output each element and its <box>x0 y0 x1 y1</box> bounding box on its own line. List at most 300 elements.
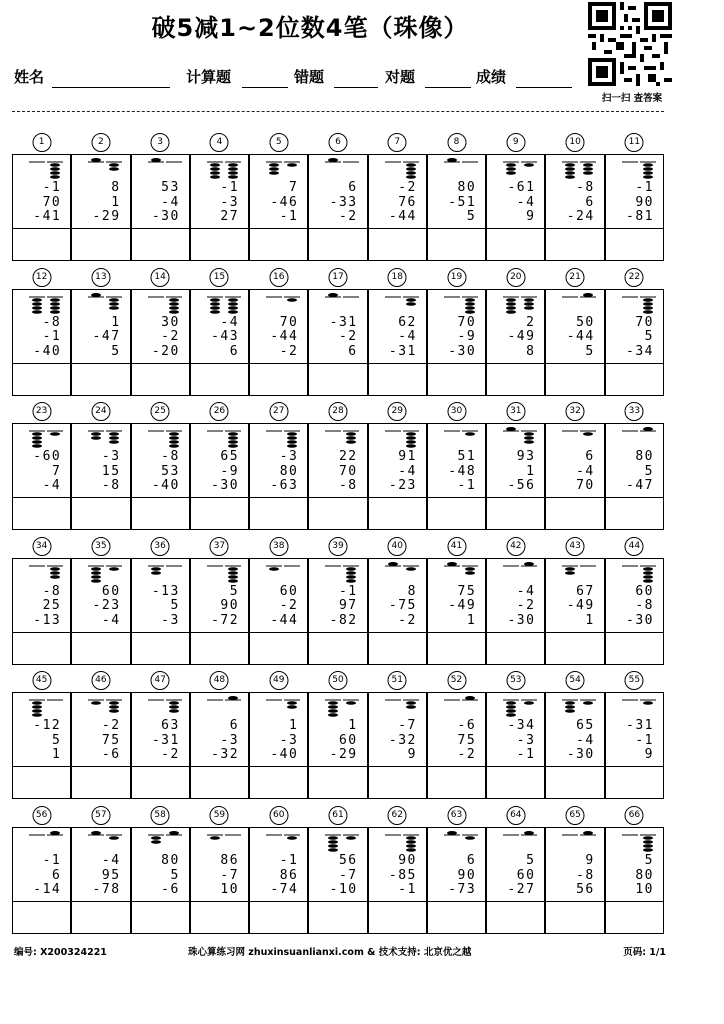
answer-box[interactable] <box>249 497 308 530</box>
problem-terms <box>330 585 358 629</box>
problem-box <box>427 692 486 766</box>
problem-box <box>545 154 604 228</box>
answer-box[interactable] <box>427 766 486 799</box>
problem-cell <box>427 398 486 530</box>
problem-term: 25 <box>42 598 62 614</box>
problem-terms <box>33 585 61 629</box>
problem-term: 5 <box>644 329 654 345</box>
answer-box[interactable] <box>545 632 604 665</box>
answer-box[interactable] <box>190 363 249 396</box>
abacus-lower-bead <box>328 844 338 848</box>
abacus-image <box>84 157 128 181</box>
problem-terms <box>576 450 595 494</box>
problem-terms <box>33 450 61 494</box>
problem-cell <box>190 802 249 934</box>
abacus-upper-bead <box>524 562 534 566</box>
abacus-lower-bead <box>269 171 279 175</box>
problem-box <box>131 692 190 766</box>
problem-number: 42 <box>506 537 525 556</box>
problem-term: 5 <box>229 583 240 599</box>
abacus-lower-bead <box>406 302 416 306</box>
problem-cell <box>12 802 71 934</box>
answer-box[interactable] <box>12 497 71 530</box>
problem-term: 6 <box>229 718 240 734</box>
abacus-lower-bead <box>50 432 60 436</box>
wrong-label: 错题 <box>294 68 325 86</box>
problem-cell <box>190 533 249 665</box>
answer-box[interactable] <box>368 901 427 934</box>
problem-term: 1 <box>289 718 299 734</box>
footer-site: 珠心算练习网 zhuxinsuanlianxi.com & 技术支持: 北京优之越 <box>188 947 472 958</box>
abacus-lower-bead <box>346 436 356 440</box>
abacus-image <box>144 695 188 719</box>
problem-term: -2 <box>516 598 536 614</box>
abacus-image <box>381 157 425 181</box>
problem-term: -8 <box>42 314 62 330</box>
problem-term: 5 <box>111 343 121 359</box>
answer-box[interactable] <box>308 901 367 934</box>
problem-term: -7 <box>220 867 240 883</box>
abacus-lower-bead <box>91 432 101 436</box>
problem-term: -73 <box>448 882 477 897</box>
problem-terms <box>33 181 61 225</box>
abacus-lower-bead <box>506 167 516 171</box>
abacus-lower-bead <box>328 710 338 714</box>
problem-term: 70 <box>42 194 62 210</box>
problem-term: 1 <box>348 718 358 734</box>
problem-terms <box>33 854 61 898</box>
abacus-lower-bead <box>32 710 42 714</box>
abacus-lower-bead <box>169 436 179 440</box>
abacus-lower-bead <box>50 302 60 306</box>
problem-terms <box>102 719 121 763</box>
answer-box[interactable] <box>71 632 130 665</box>
problem-term: 5 <box>170 867 180 883</box>
problem-terms <box>389 181 417 225</box>
problem-terms <box>270 719 298 763</box>
problem-term: -2 <box>161 329 180 345</box>
abacus-lower-bead <box>406 444 416 448</box>
problem-box <box>12 289 71 363</box>
abacus-lower-bead <box>583 163 593 167</box>
abacus-lower-bead <box>328 836 338 840</box>
abacus-lower-bead <box>506 302 516 306</box>
problem-number: 63 <box>447 806 466 825</box>
answer-box[interactable] <box>308 766 367 799</box>
answer-box[interactable] <box>131 497 190 530</box>
answer-box[interactable] <box>427 363 486 396</box>
problem-row <box>12 398 664 530</box>
answer-box[interactable] <box>545 228 604 261</box>
answer-box[interactable] <box>190 228 249 261</box>
problem-term: -49 <box>566 598 595 614</box>
problem-term: -2 <box>279 598 299 614</box>
answer-box[interactable] <box>249 901 308 934</box>
problem-terms <box>389 585 417 629</box>
problem-box <box>486 692 545 766</box>
student-info-row <box>14 66 579 92</box>
answer-box[interactable] <box>545 497 604 530</box>
problem-row <box>12 264 664 396</box>
problem-cell <box>190 129 249 261</box>
answer-box[interactable] <box>545 363 604 396</box>
answer-box[interactable] <box>427 497 486 530</box>
problem-number: 45 <box>32 671 51 690</box>
problem-term: 22 <box>338 449 358 465</box>
problem-cell <box>427 264 486 396</box>
answer-box[interactable] <box>308 363 367 396</box>
problem-number: 54 <box>566 671 585 690</box>
abacus-lower-bead <box>228 306 238 310</box>
problem-terms <box>507 585 535 629</box>
abacus-lower-bead <box>643 567 653 571</box>
answer-box[interactable] <box>427 632 486 665</box>
answer-box[interactable] <box>486 766 545 799</box>
abacus-lower-bead <box>32 310 42 314</box>
problem-term: 6 <box>585 194 595 210</box>
problem-term: 60 <box>635 583 654 599</box>
problem-terms <box>93 181 121 225</box>
problem-cell <box>545 667 604 799</box>
problem-term: -1 <box>42 329 62 345</box>
problem-cell <box>71 129 130 261</box>
problem-term: -8 <box>635 598 654 614</box>
qr-code <box>588 2 672 86</box>
problem-term: 86 <box>220 853 240 868</box>
abacus-lower-bead <box>643 575 653 579</box>
abacus-lower-bead <box>109 163 119 167</box>
problem-box <box>190 558 249 632</box>
abacus-lower-bead <box>506 171 516 175</box>
answer-box[interactable] <box>545 766 604 799</box>
right-field[interactable] <box>425 87 471 88</box>
abacus-image <box>203 695 247 719</box>
problem-term: 90 <box>635 194 654 210</box>
answer-box[interactable] <box>308 228 367 261</box>
problem-term: -31 <box>329 314 358 330</box>
abacus-lower-bead <box>109 702 119 706</box>
abacus-lower-bead <box>583 702 593 706</box>
problem-cell <box>249 398 308 530</box>
abacus-lower-bead <box>228 440 238 444</box>
answer-box[interactable] <box>12 901 71 934</box>
problem-number: 15 <box>210 268 229 287</box>
answer-box[interactable] <box>190 766 249 799</box>
problem-term: 93 <box>516 449 536 465</box>
problem-term: -51 <box>448 194 477 210</box>
problem-number: 25 <box>151 402 170 421</box>
problem-term: -4 <box>576 732 595 748</box>
name-field[interactable] <box>52 87 170 88</box>
abacus-lower-bead <box>269 567 279 571</box>
abacus-image <box>262 157 306 181</box>
abacus-lower-bead <box>406 567 416 571</box>
problem-row <box>12 667 664 799</box>
answer-box[interactable] <box>308 497 367 530</box>
problem-term: -23 <box>388 478 417 494</box>
abacus-upper-bead <box>447 158 457 162</box>
abacus-upper-bead <box>328 293 338 297</box>
answer-box[interactable] <box>190 497 249 530</box>
abacus-lower-bead <box>506 163 516 167</box>
abacus-image <box>84 695 128 719</box>
problem-box <box>368 558 427 632</box>
count-label: 计算题 <box>186 68 232 86</box>
problem-term: -29 <box>329 747 358 763</box>
abacus-image <box>440 426 484 450</box>
abacus-lower-bead <box>109 706 119 710</box>
problem-cell <box>71 667 130 799</box>
abacus-lower-bead <box>643 840 653 844</box>
abacus-image <box>381 292 425 316</box>
answer-box[interactable] <box>131 766 190 799</box>
abacus-lower-bead <box>465 567 475 571</box>
abacus-lower-bead <box>91 567 101 571</box>
problem-cell <box>12 398 71 530</box>
answer-box[interactable] <box>71 497 130 530</box>
abacus-image <box>321 830 365 854</box>
answer-box[interactable] <box>71 363 130 396</box>
problem-term: 75 <box>457 583 477 599</box>
problem-box <box>605 827 664 901</box>
answer-box[interactable] <box>190 901 249 934</box>
problem-term: -3 <box>161 612 180 628</box>
problem-term: -12 <box>33 718 62 734</box>
problem-terms <box>152 450 180 494</box>
problem-number: 21 <box>566 268 585 287</box>
answer-box[interactable] <box>368 766 427 799</box>
answer-box[interactable] <box>12 766 71 799</box>
answer-box[interactable] <box>249 228 308 261</box>
problem-term: -63 <box>270 478 299 494</box>
answer-box[interactable] <box>605 363 664 396</box>
count-field[interactable] <box>242 87 288 88</box>
problem-terms <box>211 450 239 494</box>
answer-box[interactable] <box>368 497 427 530</box>
problem-number: 44 <box>625 537 644 556</box>
answer-box[interactable] <box>486 632 545 665</box>
problem-number: 31 <box>506 402 525 421</box>
abacus-lower-bead <box>109 710 119 714</box>
abacus-lower-bead <box>109 836 119 840</box>
problem-box <box>486 558 545 632</box>
problem-terms <box>339 450 358 494</box>
abacus-lower-bead <box>228 571 238 575</box>
abacus-upper-bead <box>524 831 534 835</box>
answer-box[interactable] <box>486 901 545 934</box>
problem-box <box>545 827 604 901</box>
answer-box[interactable] <box>249 766 308 799</box>
answer-box[interactable] <box>190 632 249 665</box>
problem-term: 5 <box>644 853 654 868</box>
problem-box <box>545 289 604 363</box>
answer-box[interactable] <box>12 228 71 261</box>
problem-number: 22 <box>625 268 644 287</box>
answer-box[interactable] <box>605 901 664 934</box>
problem-cell <box>131 264 190 396</box>
problem-number: 18 <box>388 268 407 287</box>
answer-box[interactable] <box>486 497 545 530</box>
answer-box[interactable] <box>71 766 130 799</box>
answer-box[interactable] <box>12 632 71 665</box>
problem-cell <box>131 533 190 665</box>
problem-cell <box>131 802 190 934</box>
problem-box <box>486 154 545 228</box>
abacus-upper-bead <box>447 562 457 566</box>
answer-box[interactable] <box>486 228 545 261</box>
abacus-lower-bead <box>32 440 42 444</box>
problem-term: -3 <box>516 732 536 748</box>
problem-number: 16 <box>269 268 288 287</box>
problem-term: -61 <box>507 180 536 195</box>
abacus-lower-bead <box>32 436 42 440</box>
answer-box[interactable] <box>605 228 664 261</box>
abacus-lower-bead <box>91 575 101 579</box>
answer-box[interactable] <box>131 228 190 261</box>
abacus-image <box>499 561 543 585</box>
answer-box[interactable] <box>486 363 545 396</box>
problem-term: -8 <box>576 180 595 195</box>
answer-box[interactable] <box>427 901 486 934</box>
problem-number: 13 <box>91 268 110 287</box>
abacus-lower-bead <box>50 175 60 179</box>
problem-terms <box>448 450 476 494</box>
problem-term: 30 <box>161 314 180 330</box>
abacus-upper-bead <box>643 427 653 431</box>
answer-box[interactable] <box>605 632 664 665</box>
answer-box[interactable] <box>427 228 486 261</box>
abacus-lower-bead <box>228 444 238 448</box>
abacus-lower-bead <box>346 579 356 583</box>
answer-box[interactable] <box>71 228 130 261</box>
problem-term: -2 <box>457 747 477 763</box>
answer-box[interactable] <box>131 363 190 396</box>
abacus-image <box>618 561 662 585</box>
answer-box[interactable] <box>71 901 130 934</box>
problem-number: 17 <box>328 268 347 287</box>
problem-number: 57 <box>91 806 110 825</box>
problem-box <box>12 154 71 228</box>
problem-box <box>249 692 308 766</box>
problem-terms <box>211 719 239 763</box>
wrong-field[interactable] <box>334 87 378 88</box>
abacus-lower-bead <box>406 844 416 848</box>
abacus-lower-bead <box>565 571 575 575</box>
problem-term: 8 <box>111 180 121 195</box>
problem-box <box>368 423 427 497</box>
abacus-lower-bead <box>346 432 356 436</box>
answer-box[interactable] <box>368 228 427 261</box>
answer-box[interactable] <box>605 497 664 530</box>
problem-cell <box>545 129 604 261</box>
answer-box[interactable] <box>545 901 604 934</box>
problem-terms <box>270 854 298 898</box>
abacus-upper-bead <box>447 831 457 835</box>
problem-box <box>427 827 486 901</box>
abacus-image <box>381 561 425 585</box>
answer-box[interactable] <box>249 632 308 665</box>
problem-terms <box>161 854 180 898</box>
abacus-lower-bead <box>524 436 534 440</box>
problem-box <box>190 423 249 497</box>
abacus-image <box>499 830 543 854</box>
abacus-image <box>25 695 69 719</box>
problem-term: -47 <box>92 329 121 345</box>
problem-term: 1 <box>111 194 121 210</box>
abacus-lower-bead <box>328 702 338 706</box>
abacus-lower-bead <box>210 836 220 840</box>
problem-terms <box>330 854 358 898</box>
problem-term: -49 <box>448 598 477 614</box>
answer-box[interactable] <box>368 632 427 665</box>
problem-cell <box>12 264 71 396</box>
problem-term: -6 <box>161 882 180 897</box>
abacus-lower-bead <box>643 844 653 848</box>
problem-number: 48 <box>210 671 229 690</box>
answer-box[interactable] <box>131 901 190 934</box>
abacus-image <box>203 157 247 181</box>
problem-box <box>131 827 190 901</box>
abacus-image <box>144 157 188 181</box>
problem-terms <box>33 316 61 360</box>
problem-cell <box>12 129 71 261</box>
answer-box[interactable] <box>249 363 308 396</box>
problem-cell <box>605 802 664 934</box>
problem-term: 1 <box>111 314 121 330</box>
abacus-lower-bead <box>406 432 416 436</box>
answer-box[interactable] <box>605 766 664 799</box>
abacus-lower-bead <box>287 706 297 710</box>
abacus-lower-bead <box>328 840 338 844</box>
problem-terms <box>507 854 535 898</box>
problem-term: -4 <box>576 463 595 479</box>
abacus-lower-bead <box>524 432 534 436</box>
problem-term: -33 <box>329 194 358 210</box>
answer-box[interactable] <box>12 363 71 396</box>
problem-term: -4 <box>101 612 121 628</box>
abacus-lower-bead <box>583 432 593 436</box>
answer-box[interactable] <box>308 632 367 665</box>
abacus-lower-bead <box>465 302 475 306</box>
problem-terms <box>93 316 121 360</box>
problem-cell <box>486 802 545 934</box>
problem-terms <box>389 719 417 763</box>
problem-cell <box>190 398 249 530</box>
score-field[interactable] <box>516 87 572 88</box>
problem-term: -8 <box>101 478 121 494</box>
problem-term: -2 <box>398 612 417 628</box>
abacus-lower-bead <box>50 306 60 310</box>
problem-row <box>12 129 664 261</box>
problem-term: 65 <box>576 718 595 734</box>
abacus-image <box>618 695 662 719</box>
problem-term: -2 <box>338 209 358 224</box>
problem-terms <box>330 316 358 360</box>
abacus-lower-bead <box>406 840 416 844</box>
answer-box[interactable] <box>131 632 190 665</box>
answer-box[interactable] <box>368 363 427 396</box>
problem-cell <box>486 264 545 396</box>
problem-term: -4 <box>398 463 417 479</box>
abacus-upper-bead <box>91 831 101 835</box>
abacus-lower-bead <box>643 579 653 583</box>
problem-cell <box>605 667 664 799</box>
problem-term: -48 <box>448 463 477 479</box>
problem-term: -31 <box>388 343 417 359</box>
problem-box <box>605 558 664 632</box>
problem-number: 29 <box>388 402 407 421</box>
abacus-lower-bead <box>228 163 238 167</box>
